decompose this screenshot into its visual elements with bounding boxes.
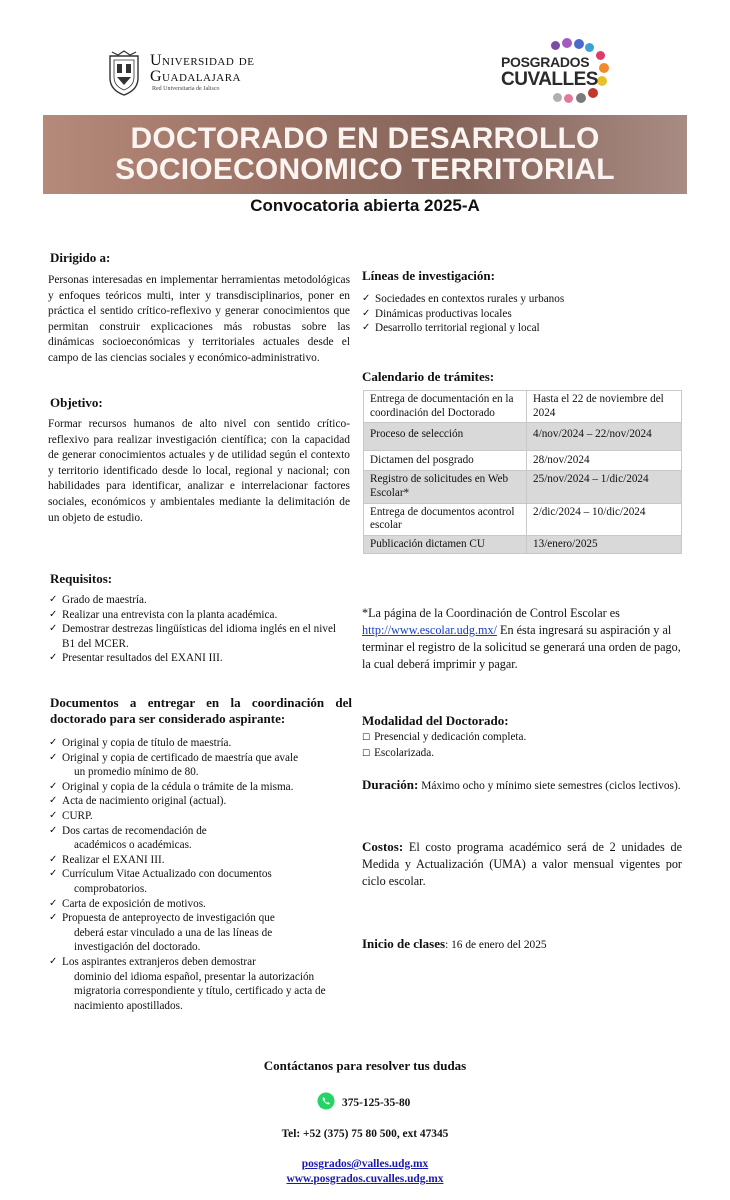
list-item: ✓ Dos cartas de recomendación de académicos o académicas. <box>49 824 349 853</box>
list-item: ✓ Los aspirantes extranjeros deben demostrar dominio del idioma español, presentar la autorización migratoria correspondiente y título, certificado y acta de nacimiento apostillados. <box>49 955 349 1013</box>
udg-network: Red Universitaria de Jalisco <box>152 86 220 92</box>
checkbox-icon: ☐ <box>362 749 371 759</box>
banner-title-line2: SOCIOECONOMICO TERRITORIAL <box>115 153 615 186</box>
list-item: ✓ Currículum Vitae Actualizado con documentos comprobatorios. <box>49 867 349 896</box>
list-item: ✓ Realizar el EXANI III. <box>49 853 349 868</box>
banner-title-line1: DOCTORADO EN DESARROLLO <box>130 122 600 155</box>
logo-dot <box>553 93 562 102</box>
contact-web <box>0 1173 730 1185</box>
inicio-text: Inicio de clases: 16 de enero del 2025 <box>362 936 547 951</box>
costos-text: Costos: El costo programa académico será de 2 unidades de Medida y Actualización (UMA) a valor mensual vigentes por ciclo escolar. <box>362 839 682 888</box>
table-row: Dictamen del posgrado 28/nov/2024 <box>364 450 682 471</box>
udg-logo <box>106 50 266 100</box>
list-item: ✓ Grado de maestría. <box>49 593 349 608</box>
list-item: ✓ Propuesta de anteproyecto de investigación que deberá estar vinculado a una de las líneas de investigación del doctorado. <box>49 911 349 955</box>
list-item: ✓ Sociedades en contextos rurales y urbanos <box>362 292 682 307</box>
list-item: ☐ Presencial y dedicación completa. <box>362 731 527 743</box>
list-item: ✓ CURP. <box>49 809 349 824</box>
udg-seal-icon <box>106 50 142 96</box>
calendario-table <box>363 390 682 554</box>
contact-email <box>0 1158 730 1170</box>
list-item: ☐ Escolarizada. <box>362 747 435 759</box>
logo-dot <box>551 41 560 50</box>
lineas-heading: Líneas de investigación: <box>362 268 495 283</box>
dirigido-text: Personas interesadas en implementar herramientas metodológicas y enfoques teóricos multi, inter y transdisciplinarios, poner en práctica el sentido crítico-reflexivo y generar conocimientos que permitan construir explicaciones más robustas sobre las dinámicas socioeconómicas y territoriales actuales desde el campo de las ciencias sociales y económico-administrativo. <box>48 274 350 364</box>
cuvalles-text: CUVALLES <box>501 69 598 90</box>
list-item: ✓ Original y copia de título de maestría. <box>49 736 349 751</box>
contacto-heading: Contáctanos para resolver tus dudas <box>263 1058 467 1073</box>
escolar-link[interactable]: http://www.escolar.udg.mx/ <box>362 623 497 637</box>
list-item: ✓ Acta de nacimiento original (actual). <box>49 794 349 809</box>
list-item: ✓ Original y copia de la cédula o trámite de la misma. <box>49 780 349 795</box>
dirigido-heading: Dirigido a: <box>50 250 111 265</box>
duracion-text: Duración: Máximo ocho y mínimo siete semestres (ciclos lectivos). <box>362 777 681 792</box>
whatsapp-number[interactable]: 375-125-35-80 <box>342 1097 411 1109</box>
udg-name-line2: Guadalajara <box>150 68 241 85</box>
email-link[interactable]: posgrados@valles.udg.mx <box>301 1158 429 1170</box>
logo-dot <box>574 39 584 49</box>
table-row: Publicación dictamen CU 13/enero/2025 <box>364 535 682 554</box>
logo-dot <box>576 93 586 103</box>
checkbox-icon: ☐ <box>362 733 371 743</box>
web-link[interactable]: www.posgrados.cuvalles.udg.mx <box>286 1173 444 1185</box>
logo-dot <box>585 43 594 52</box>
convocatoria-subtitle: Convocatoria abierta 2025-A <box>250 196 480 215</box>
program-banner <box>43 115 687 194</box>
calendario-heading: Calendario de trámites: <box>362 369 495 384</box>
posgrados-cuvalles-logo <box>495 36 615 108</box>
modalidad-list <box>362 730 526 762</box>
telefono: Tel: +52 (375) 75 80 500, ext 47345 <box>281 1128 449 1140</box>
logo-dot <box>562 38 572 48</box>
control-escolar-note: *La página de la Coordinación de Control Escolar es http://www.escolar.udg.mx/ En ésta ingresará su aspiración y al terminar el registro de la solicitud se generará una orden de pago, la cual deberá imprimir y pagar. <box>362 606 681 671</box>
documentos-heading: Documentos a entregar en la coordinación del doctorado para ser considerado aspirante: <box>50 695 352 726</box>
list-item: ✓ Presentar resultados del EXANI III. <box>49 651 349 666</box>
logo-dot <box>599 63 609 73</box>
requisitos-list <box>49 593 349 666</box>
list-item: ✓ Realizar una entrevista con la planta académica. <box>49 608 349 623</box>
list-item: ✓ Original y copia de certificado de maestría que avale un promedio mínimo de 80. <box>49 751 349 780</box>
objetivo-text: Formar recursos humanos de alto nivel con sentido crítico-reflexivo para realizar investigación científica; con la capacidad de generar conocimientos actuales y de utilidad según el contexto y territorio identificado desde lo local, regional y nacional; con habilidades para identificar, analizar e interrelacionar factores sociales, económicos y ambientales mediante la delimitación de un objeto de estudio. <box>48 418 350 524</box>
list-item: ✓ Demostrar destrezas lingüísticas del idioma inglés en el nivel B1 del MCER. <box>49 622 349 651</box>
list-item: ✓ Carta de exposición de motivos. <box>49 897 349 912</box>
table-row: Proceso de selección 4/nov/2024 – 22/nov/2024 <box>364 423 682 451</box>
modalidad-heading: Modalidad del Doctorado: <box>362 713 509 728</box>
whatsapp-icon <box>317 1092 335 1115</box>
list-item: ✓ Dinámicas productivas locales <box>362 307 682 322</box>
requisitos-heading: Requisitos: <box>50 571 113 586</box>
table-row: Entrega de documentos acontrol escolar 2/dic/2024 – 10/dic/2024 <box>364 503 682 535</box>
lineas-list <box>362 292 682 336</box>
table-row: Entrega de documentación en la coordinación del Doctorado Hasta el 22 de noviembre del 2024 <box>364 391 682 423</box>
udg-name-line1: Universidad de <box>150 52 255 69</box>
logo-dot <box>564 94 573 103</box>
table-row: Registro de solicitudes en Web Escolar* 25/nov/2024 – 1/dic/2024 <box>364 471 682 503</box>
list-item: ✓ Desarrollo territorial regional y local <box>362 321 682 336</box>
logo-dot <box>596 51 605 60</box>
objetivo-heading: Objetivo: <box>50 395 103 410</box>
logo-dot <box>597 76 607 86</box>
documentos-list <box>49 736 349 1013</box>
posgrados-text: POSGRADOS <box>501 54 590 70</box>
